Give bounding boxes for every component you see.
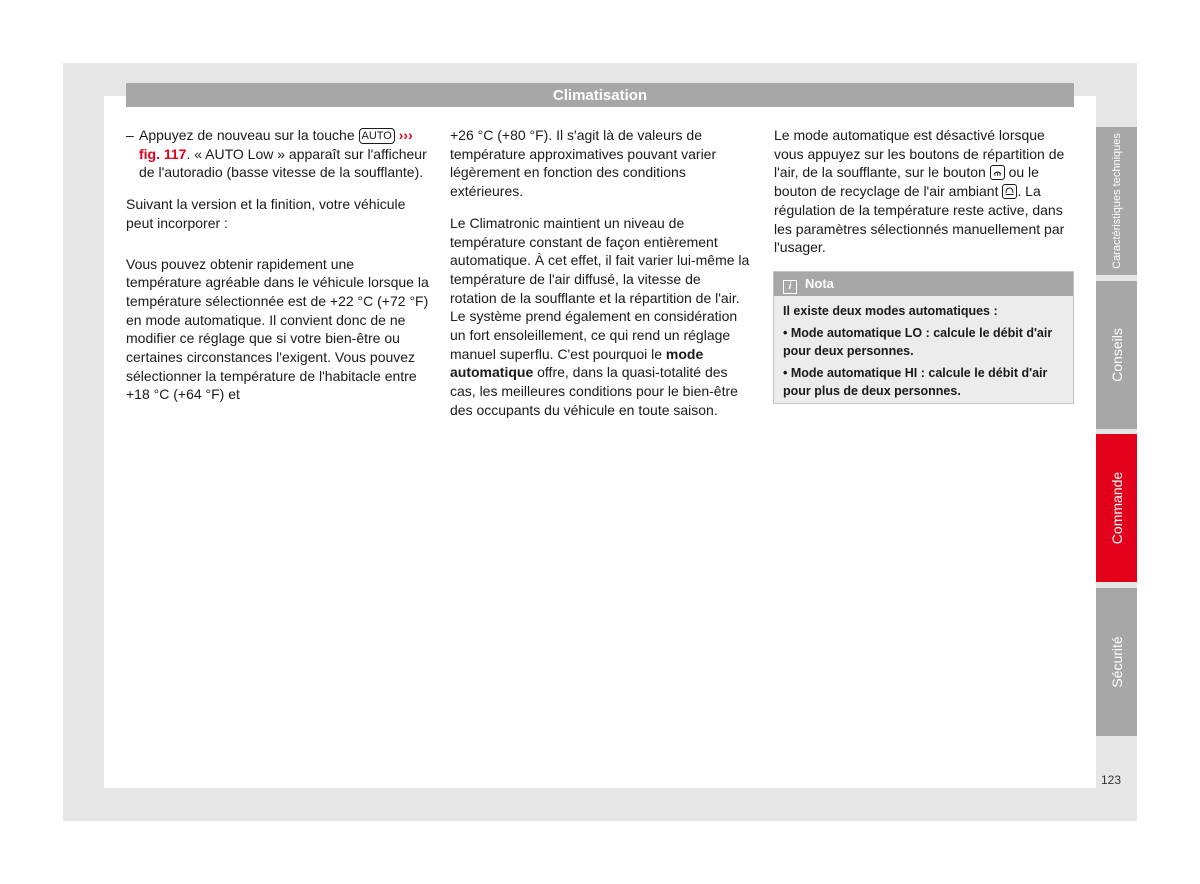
note-bullet (783, 324, 1064, 360)
tab-commande[interactable] (1096, 434, 1137, 582)
bold-term: mode automatique (450, 345, 704, 381)
section-title: Climatisation (126, 83, 1074, 107)
defrost-button-icon (990, 165, 1005, 180)
note-bullet (783, 364, 1064, 400)
step-dash: – (126, 127, 134, 143)
bullet-mark: • (783, 366, 788, 380)
note-body (774, 296, 1073, 400)
bullet-text: Mode automatique HI : calcule le débit d'air pour plus de deux personnes. (783, 366, 1048, 398)
paragraph-text: ou le bouton de recyclage de l'air ambiant (774, 164, 1039, 200)
paragraph-text: offre, dans la quasi-totalité des cas, les meilleures conditions pour le bien-être des occupants du véhicule en toute saison. (450, 364, 738, 418)
paragraph: Suivant la version et la finition, votre véhicule peut incorporer : (126, 196, 406, 231)
paragraph: Vous pouvez obtenir rapidement une température agréable dans le véhicule lorsque la température sélectionnée est de +22 °C (+72 °F) en mode automatique. Il convient donc de ne modifier ce réglage que si votre bien-être ou certaines circonstances l'exigent. Vous pouvez sélectionner la température de l'habitacle entre +18 °C (+64 °F) et (126, 255, 429, 403)
bullet-text: Mode automatique LO : calcule le débit d'air pour deux personnes. (783, 326, 1053, 358)
tab-caracteristiques-techniques[interactable] (1096, 127, 1137, 275)
column-2 (450, 126, 750, 433)
paragraph: +26 °C (+80 °F). Il s'agit là de valeurs de température approximatives pouvant varier légèrement en fonction des conditions extérieures. (450, 127, 717, 200)
paragraph (774, 126, 1074, 257)
recirculation-button-icon (1002, 184, 1017, 199)
info-icon: i (783, 280, 797, 294)
note-intro: Il existe deux modes automatiques : (783, 304, 998, 318)
step-text-post: . « AUTO Low » apparaît sur l'afficheur de l'autoradio (basse vitesse de la soufflante). (139, 145, 427, 181)
note-header (774, 272, 1073, 296)
paragraph-text: . La régulation de la température reste active, dans les paramètres sélectionnés manuellement par l'usager. (774, 183, 1065, 256)
paragraph-text: Le mode automatique est désactivé lorsque vous appuyez sur les boutons de répartition de l'air, de la soufflante, sur le bouton (774, 127, 1065, 181)
tab-conseils[interactable] (1096, 281, 1137, 429)
page-number: 123 (1100, 773, 1122, 787)
bullet-mark: • (783, 326, 788, 340)
tab-label: Caractéristiques techniques (1110, 133, 1123, 269)
step-text-pre: Appuyez de nouveau sur la touche (139, 127, 355, 143)
note-title: Nota (805, 276, 834, 291)
paragraph-text: Le Climatronic maintient un niveau de température constant de façon entièrement automatique. À cet effet, il fait varier lui-même la température de l'air diffusé, la vitesse de rotation de la soufflante et la répartition de l'air. Le système prend également en considération un fort ensoleillement, ce qui rend un réglage manuel superflu. C'est pourquoi le (450, 214, 750, 362)
auto-key: AUTO (359, 128, 395, 144)
column-3 (774, 126, 1074, 270)
tab-securite[interactable] (1096, 588, 1137, 736)
tab-label: Sécurité (1108, 636, 1125, 688)
paragraph (450, 214, 750, 420)
note-box (773, 271, 1074, 404)
column-1 (126, 126, 431, 417)
ref-fig: fig. 117 (139, 145, 187, 162)
instruction-step (126, 126, 431, 182)
ref-arrows: ››› (398, 127, 413, 143)
tab-label: Commande (1108, 471, 1125, 545)
tab-label: Conseils (1108, 328, 1125, 382)
